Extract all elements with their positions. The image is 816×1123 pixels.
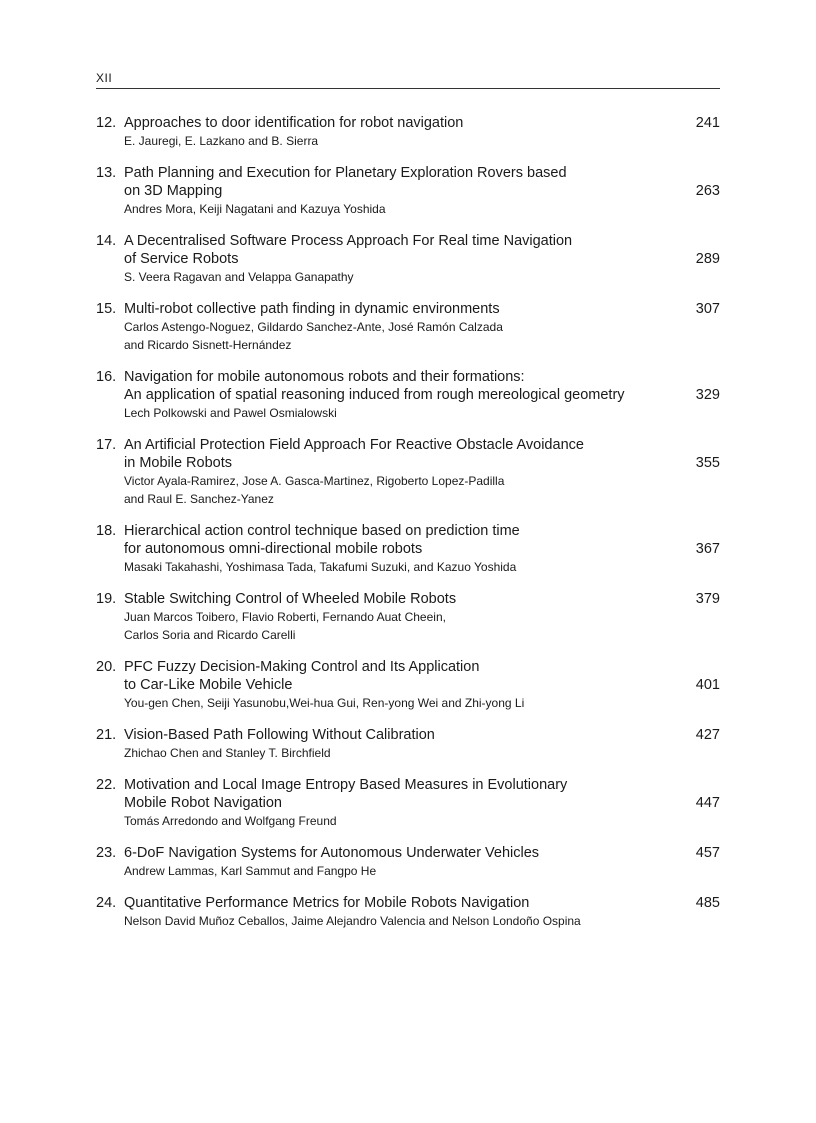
chapter-authors: and Raul E. Sanchez-Yanez — [124, 492, 274, 506]
toc-entry — [96, 590, 720, 644]
chapter-authors: Nelson David Muñoz Ceballos, Jaime Alejandro Valencia and Nelson Londoño Ospina — [124, 914, 581, 928]
chapter-authors: Lech Polkowski and Pawel Osmialowski — [124, 406, 337, 420]
toc-entry — [96, 894, 720, 930]
chapter-title: A Decentralised Software Process Approach For Real time Navigation — [124, 233, 573, 249]
chapter-title: Multi-robot collective path finding in dynamic environments — [124, 301, 500, 317]
chapter-number: 12. — [96, 115, 117, 131]
chapter-authors: S. Veera Ragavan and Velappa Ganapathy — [124, 270, 354, 284]
chapter-number: 19. — [96, 591, 117, 607]
chapter-page-number: 447 — [695, 795, 720, 811]
chapter-number: 17. — [96, 437, 117, 453]
chapter-page-number: 355 — [695, 455, 720, 471]
page-number-header: XII — [96, 71, 113, 85]
chapter-page-number: 427 — [695, 727, 720, 743]
chapter-page-number: 379 — [695, 591, 720, 607]
chapter-number: 18. — [96, 523, 117, 539]
chapter-number: 16. — [96, 369, 117, 385]
entry-body — [124, 232, 656, 286]
chapter-authors: E. Jauregi, E. Lazkano and B. Sierra — [124, 134, 319, 148]
chapter-page-number: 367 — [695, 541, 720, 557]
chapter-authors: and Ricardo Sisnett-Hernández — [124, 338, 292, 352]
entry-body — [124, 522, 656, 576]
chapter-number: 20. — [96, 659, 117, 675]
chapter-authors: Andrew Lammas, Karl Sammut and Fangpo He — [124, 864, 377, 878]
chapter-number: 15. — [96, 301, 117, 317]
header-rule — [96, 88, 720, 89]
chapter-page-number: 485 — [695, 895, 720, 911]
toc-entry — [96, 114, 720, 150]
chapter-title: Motivation and Local Image Entropy Based Measures in Evolutionary — [124, 777, 568, 793]
chapter-number: 14. — [96, 233, 117, 249]
chapter-page-number: 289 — [695, 251, 720, 267]
chapter-title: Quantitative Performance Metrics for Mobile Robots Navigation — [124, 895, 530, 911]
chapter-authors: Masaki Takahashi, Yoshimasa Tada, Takafumi Suzuki, and Kazuo Yoshida — [124, 560, 517, 574]
chapter-title: 6-DoF Navigation Systems for Autonomous Underwater Vehicles — [124, 845, 540, 861]
chapter-title: Approaches to door identification for robot navigation — [124, 115, 464, 131]
toc-entry — [96, 522, 720, 576]
entry-body — [124, 114, 656, 150]
chapter-title: to Car-Like Mobile Vehicle — [124, 677, 293, 693]
entry-body — [124, 590, 656, 644]
chapter-number: 23. — [96, 845, 117, 861]
entry-body — [124, 436, 656, 508]
chapter-title: Navigation for mobile autonomous robots and their formations: — [124, 369, 525, 385]
toc-entry — [96, 368, 720, 422]
chapter-page-number: 457 — [695, 845, 720, 861]
entry-body — [124, 726, 656, 762]
chapter-authors: Andres Mora, Keiji Nagatani and Kazuya Yoshida — [124, 202, 386, 216]
chapter-title: of Service Robots — [124, 251, 239, 267]
toc-entry — [96, 844, 720, 880]
chapter-authors: Carlos Astengo-Noguez, Gildardo Sanchez-Ante, José Ramón Calzada — [124, 320, 503, 334]
chapter-page-number: 329 — [695, 387, 720, 403]
chapter-authors: Juan Marcos Toibero, Flavio Roberti, Fernando Auat Cheein, — [124, 610, 446, 624]
chapter-authors: You-gen Chen, Seiji Yasunobu,Wei-hua Gui, Ren-yong Wei and Zhi-yong Li — [124, 696, 525, 710]
toc-entry — [96, 232, 720, 286]
chapter-title: Stable Switching Control of Wheeled Mobile Robots — [124, 591, 457, 607]
entry-body — [124, 368, 656, 422]
chapter-number: 22. — [96, 777, 117, 793]
entry-body — [124, 164, 656, 218]
entry-body — [124, 844, 656, 880]
chapter-page-number: 241 — [695, 115, 720, 131]
chapter-title: in Mobile Robots — [124, 455, 232, 471]
chapter-title: for autonomous omni-directional mobile robots — [124, 541, 423, 557]
chapter-title: Mobile Robot Navigation — [124, 795, 282, 811]
entry-body — [124, 300, 656, 354]
chapter-number: 21. — [96, 727, 117, 743]
chapter-title: Path Planning and Execution for Planetary Exploration Rovers based — [124, 165, 567, 181]
toc-entry — [96, 658, 720, 712]
chapter-page-number: 263 — [695, 183, 720, 199]
entry-body — [124, 894, 656, 930]
chapter-title: Vision-Based Path Following Without Calibration — [124, 727, 435, 743]
chapter-authors: Carlos Soria and Ricardo Carelli — [124, 628, 296, 642]
toc-entry — [96, 776, 720, 830]
chapter-authors: Zhichao Chen and Stanley T. Birchfield — [124, 746, 331, 760]
chapter-authors: Tomás Arredondo and Wolfgang Freund — [124, 814, 337, 828]
toc-entry — [96, 436, 720, 508]
toc-entry — [96, 300, 720, 354]
entry-body — [124, 776, 656, 830]
chapter-page-number: 307 — [695, 301, 720, 317]
chapter-page-number: 401 — [695, 677, 720, 693]
toc-entry — [96, 164, 720, 218]
table-of-contents — [96, 114, 720, 944]
chapter-number: 24. — [96, 895, 117, 911]
chapter-title: Hierarchical action control technique based on prediction time — [124, 523, 520, 539]
chapter-title: An application of spatial reasoning induced from rough mereological geometry — [124, 387, 625, 403]
chapter-number: 13. — [96, 165, 117, 181]
chapter-title: An Artificial Protection Field Approach For Reactive Obstacle Avoidance — [124, 437, 584, 453]
entry-body — [124, 658, 656, 712]
chapter-title: PFC Fuzzy Decision-Making Control and Its Application — [124, 659, 480, 675]
chapter-authors: Victor Ayala-Ramirez, Jose A. Gasca-Martinez, Rigoberto Lopez-Padilla — [124, 474, 505, 488]
chapter-title: on 3D Mapping — [124, 183, 223, 199]
toc-entry — [96, 726, 720, 762]
